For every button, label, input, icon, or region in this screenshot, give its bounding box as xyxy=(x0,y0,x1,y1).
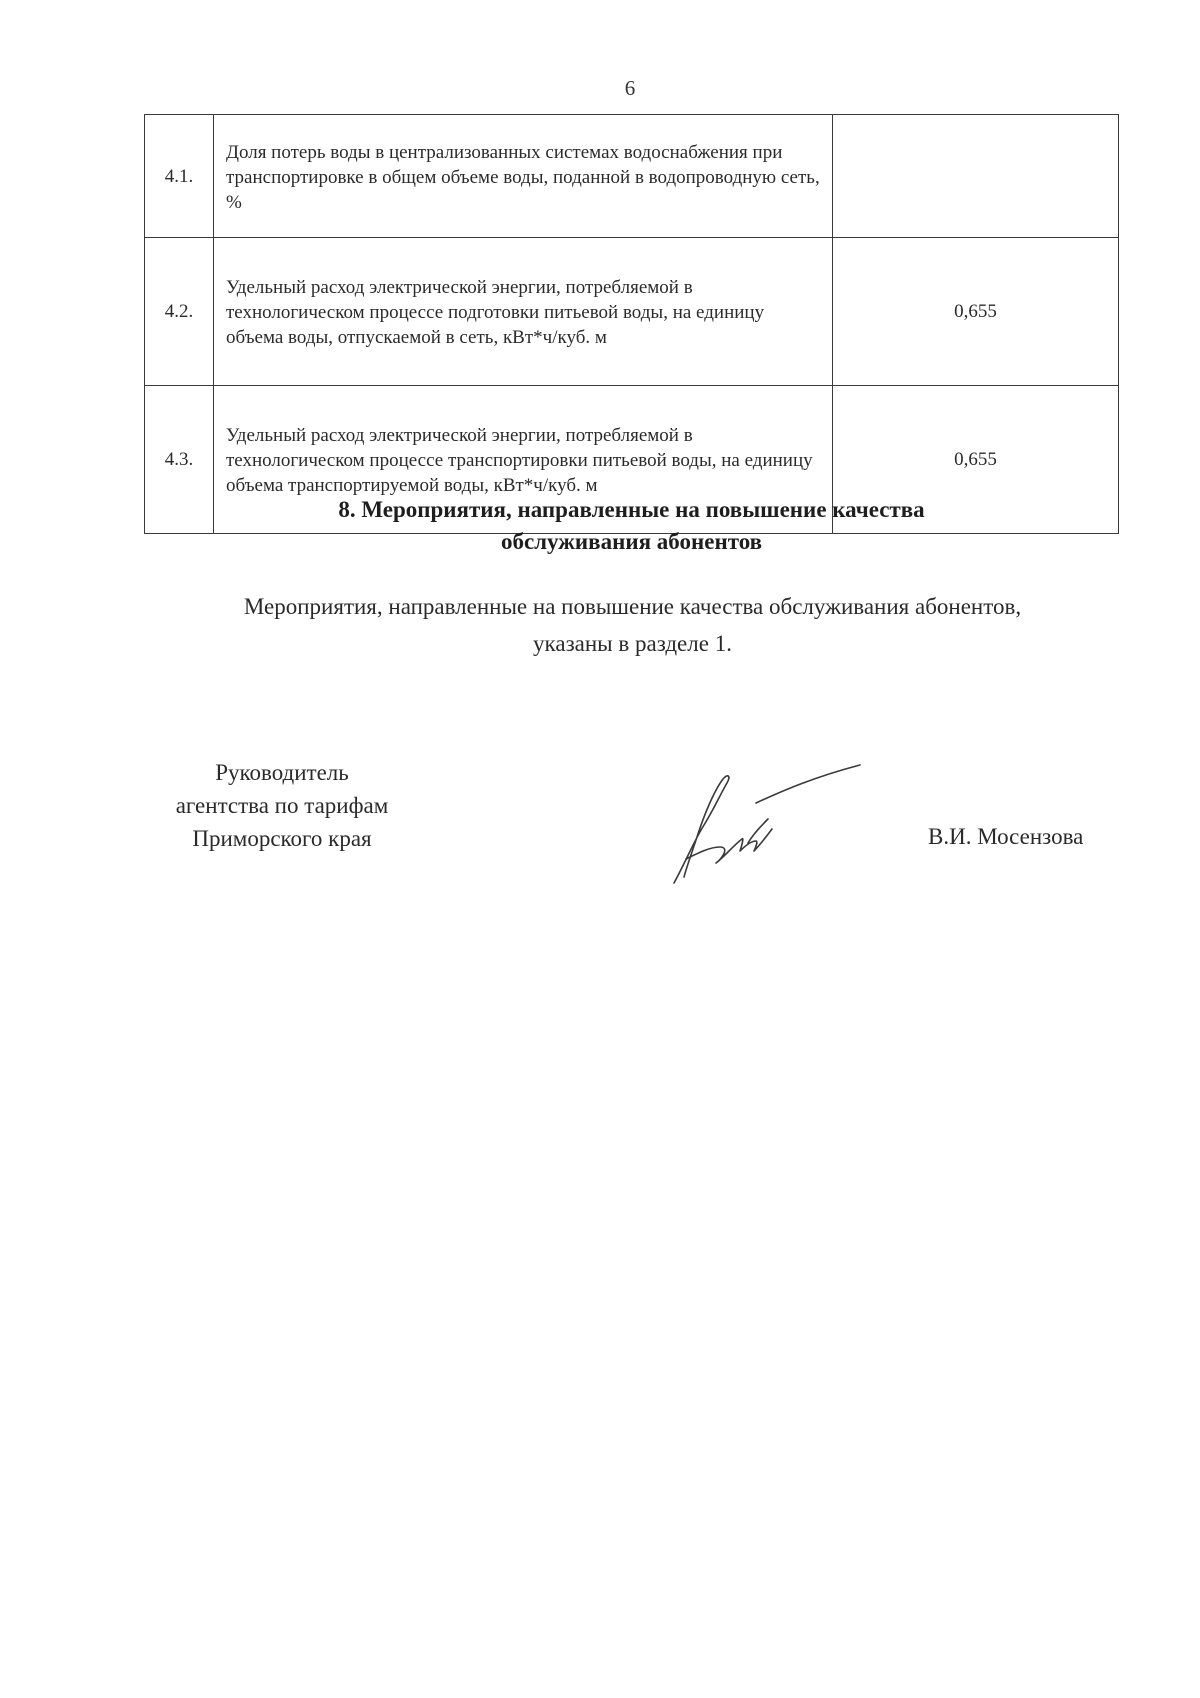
table-row xyxy=(145,238,1119,386)
section-heading-line: 8. Мероприятия, направленные на повышение качества xyxy=(338,497,925,522)
position-line: агентства по тарифам xyxy=(175,793,389,818)
section-body-line: указаны в разделе 1. xyxy=(533,631,732,656)
signature-stroke xyxy=(756,765,860,803)
row-number: 4.1. xyxy=(145,115,214,238)
signature-stroke xyxy=(674,776,729,883)
row-description: Удельный расход электрической энергии, потребляемой в технологическом процессе транспортировки питьевой воды, на единицу объема транспортируемой воды, кВт*ч/куб. м xyxy=(214,386,833,534)
row-value: 0,655 xyxy=(833,238,1119,386)
signature-icon xyxy=(664,763,864,893)
row-number: 4.3. xyxy=(145,386,214,534)
section-heading-line: обслуживания абонентов xyxy=(500,529,763,554)
page-number: 6 xyxy=(624,76,636,100)
indicators-table xyxy=(144,114,1119,534)
position-line: Руководитель xyxy=(215,760,349,785)
row-value: 0,655 xyxy=(833,386,1119,534)
section-heading xyxy=(144,494,1119,558)
section-body xyxy=(120,588,1145,662)
position-line: Приморского края xyxy=(192,826,372,851)
table-row xyxy=(145,115,1119,238)
row-number: 4.2. xyxy=(145,238,214,386)
row-value xyxy=(833,115,1119,238)
row-description: Удельный расход электрической энергии, потребляемой в технологическом процессе подготовки питьевой воды, на единицу объема воды, отпускаемой в сеть, кВт*ч/куб. м xyxy=(214,238,833,386)
row-description: Доля потерь воды в централизованных системах водоснабжения при транспортировке в общем объеме воды, поданной в водопроводную сеть, % xyxy=(214,115,833,238)
section-body-line: Мероприятия, направленные на повышение качества обслуживания абонентов, xyxy=(243,594,1022,619)
signer-name: В.И. Мосензова xyxy=(928,824,1084,849)
signatory-position xyxy=(132,756,432,855)
